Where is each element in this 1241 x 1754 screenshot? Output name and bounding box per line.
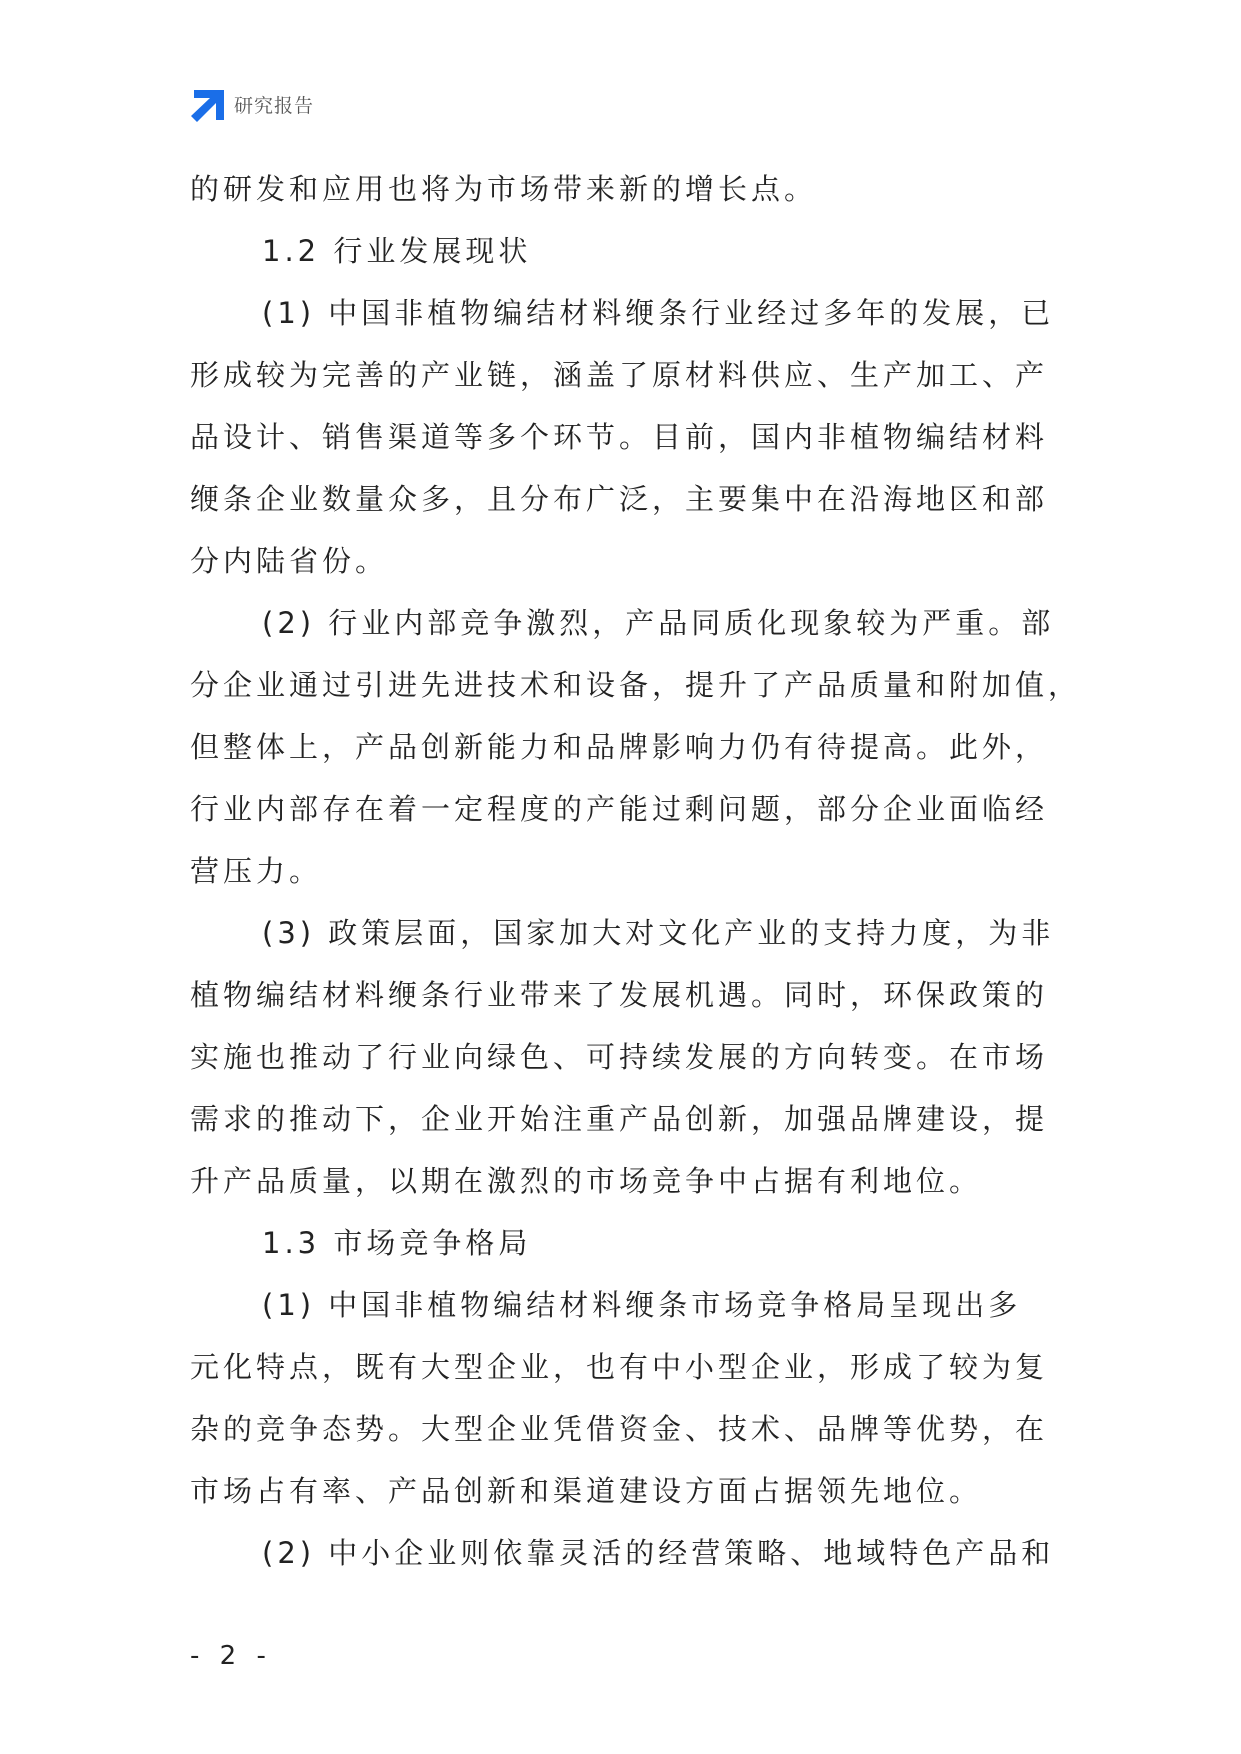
text-line: 的研发和应用也将为市场带来新的增长点。 bbox=[190, 172, 818, 206]
text-line: (3) 政策层面，国家加大对文化产业的支持力度，为非 bbox=[262, 916, 1055, 950]
text-line: 但整体上，产品创新能力和品牌影响力仍有待提高。此外， bbox=[190, 730, 1049, 764]
report-header bbox=[190, 90, 314, 122]
page-number: - 2 - bbox=[190, 1641, 272, 1671]
text-line: 杂的竞争态势。大型企业凭借资金、技术、品牌等优势，在 bbox=[190, 1412, 1049, 1446]
text-line: 市场占有率、产品创新和渠道建设方面占据领先地位。 bbox=[190, 1474, 983, 1508]
text-line: 品设计、销售渠道等多个环节。目前，国内非植物编结材料 bbox=[190, 420, 1049, 454]
text-line: (2) 行业内部竞争激烈，产品同质化现象较为严重。部 bbox=[262, 606, 1055, 640]
text-line: 需求的推动下，企业开始注重产品创新，加强品牌建设，提 bbox=[190, 1102, 1049, 1136]
text-line: 分企业通过引进先进技术和设备，提升了产品质量和附加值， bbox=[190, 668, 1082, 702]
section-heading-1-3: 1.3 市场竞争格局 bbox=[262, 1226, 532, 1260]
section-heading-1-2: 1.2 行业发展现状 bbox=[262, 234, 532, 268]
text-line: 植物编结材料缏条行业带来了发展机遇。同时，环保政策的 bbox=[190, 978, 1049, 1012]
text-line: 营压力。 bbox=[190, 854, 323, 888]
document-body bbox=[190, 158, 1082, 1584]
header-title: 研究报告 bbox=[234, 95, 315, 117]
text-line: (1) 中国非植物编结材料缏条行业经过多年的发展，已 bbox=[262, 296, 1055, 330]
text-line: (2) 中小企业则依靠灵活的经营策略、地域特色产品和 bbox=[262, 1536, 1055, 1570]
text-line: (1) 中国非植物编结材料缏条市场竞争格局呈现出多 bbox=[262, 1288, 1022, 1322]
text-line: 实施也推动了行业向绿色、可持续发展的方向转变。在市场 bbox=[190, 1040, 1049, 1074]
text-line: 升产品质量，以期在激烈的市场竞争中占据有利地位。 bbox=[190, 1164, 983, 1198]
text-line: 元化特点，既有大型企业，也有中小型企业，形成了较为复 bbox=[190, 1350, 1049, 1384]
text-line: 形成较为完善的产业链，涵盖了原材料供应、生产加工、产 bbox=[190, 358, 1049, 392]
arrow-up-right-icon bbox=[190, 90, 224, 122]
text-line: 缏条企业数量众多，且分布广泛，主要集中在沿海地区和部 bbox=[190, 482, 1049, 516]
text-line: 行业内部存在着一定程度的产能过剩问题，部分企业面临经 bbox=[190, 792, 1049, 826]
text-line: 分内陆省份。 bbox=[190, 544, 389, 578]
